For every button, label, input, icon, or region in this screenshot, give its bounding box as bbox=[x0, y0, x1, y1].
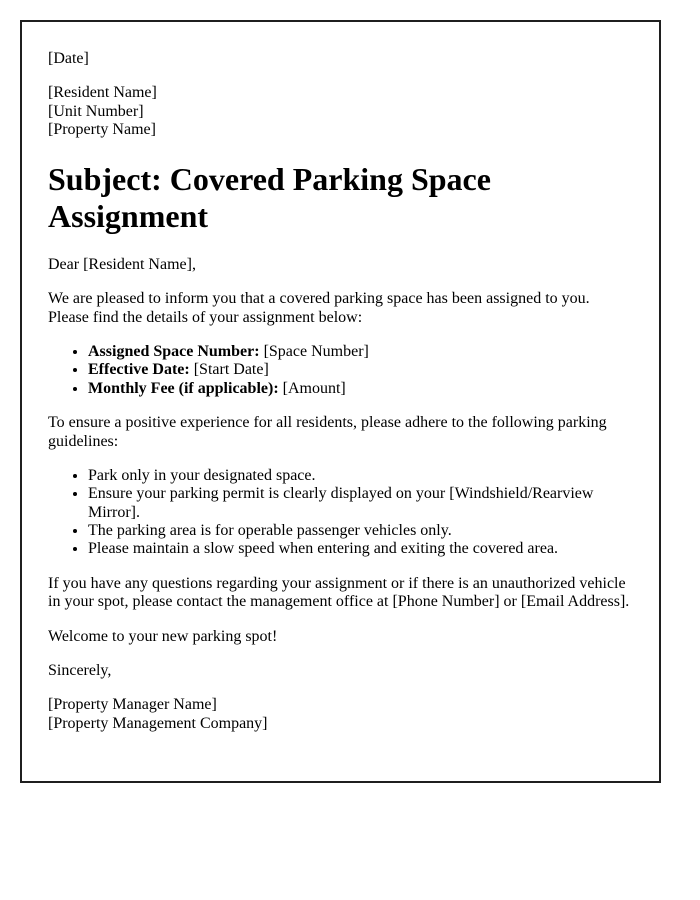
details-list bbox=[48, 343, 633, 398]
signature-block bbox=[48, 696, 633, 733]
detail-item bbox=[88, 361, 633, 379]
detail-label: Effective Date: bbox=[88, 361, 190, 379]
signature-line: [Property Manager Name] bbox=[48, 696, 217, 714]
detail-label: Assigned Space Number: bbox=[88, 342, 260, 360]
subject-heading: Subject: Covered Parking Space Assignment bbox=[48, 160, 491, 234]
guideline-item: • The parking area is for operable passenger vehicles only. bbox=[88, 522, 633, 540]
detail-value: [Space Number] bbox=[259, 342, 369, 360]
detail-item bbox=[88, 343, 633, 361]
detail-value: [Amount] bbox=[278, 379, 346, 397]
guideline-item: • Please maintain a slow speed when entering and exiting the covered area. bbox=[88, 540, 633, 558]
recipient-line: [Resident Name] bbox=[48, 84, 157, 102]
salutation: Dear [Resident Name], bbox=[48, 255, 196, 273]
intro-paragraph: We are pleased to inform you that a covered parking space has been assigned to you. Please find the details of your assignment below: bbox=[48, 290, 590, 326]
recipient-line: [Unit Number] bbox=[48, 102, 144, 120]
guideline-item: • Park only in your designated space. bbox=[88, 467, 633, 485]
detail-label: Monthly Fee (if applicable): bbox=[88, 379, 279, 397]
letter-container bbox=[20, 20, 661, 783]
detail-value: [Start Date] bbox=[189, 361, 269, 379]
closing-line: Sincerely, bbox=[48, 662, 112, 680]
guidelines-list bbox=[48, 467, 633, 559]
recipient-block bbox=[48, 84, 633, 139]
signature-line: [Property Management Company] bbox=[48, 714, 268, 732]
recipient-line: [Property Name] bbox=[48, 121, 156, 139]
contact-paragraph: If you have any questions regarding your assignment or if there is an unauthorized vehicle in your spot, please contact the management office at [Phone Number] or [Email Address]. bbox=[48, 574, 630, 611]
welcome-line: Welcome to your new parking spot! bbox=[48, 627, 278, 645]
guideline-item: • Ensure your parking permit is clearly displayed on your [Windshield/Rearview Mirror]. bbox=[88, 485, 633, 522]
detail-item bbox=[88, 380, 633, 398]
guidelines-intro: To ensure a positive experience for all residents, please adhere to the following parking guidelines: bbox=[48, 414, 607, 450]
date-line: [Date] bbox=[48, 50, 89, 67]
